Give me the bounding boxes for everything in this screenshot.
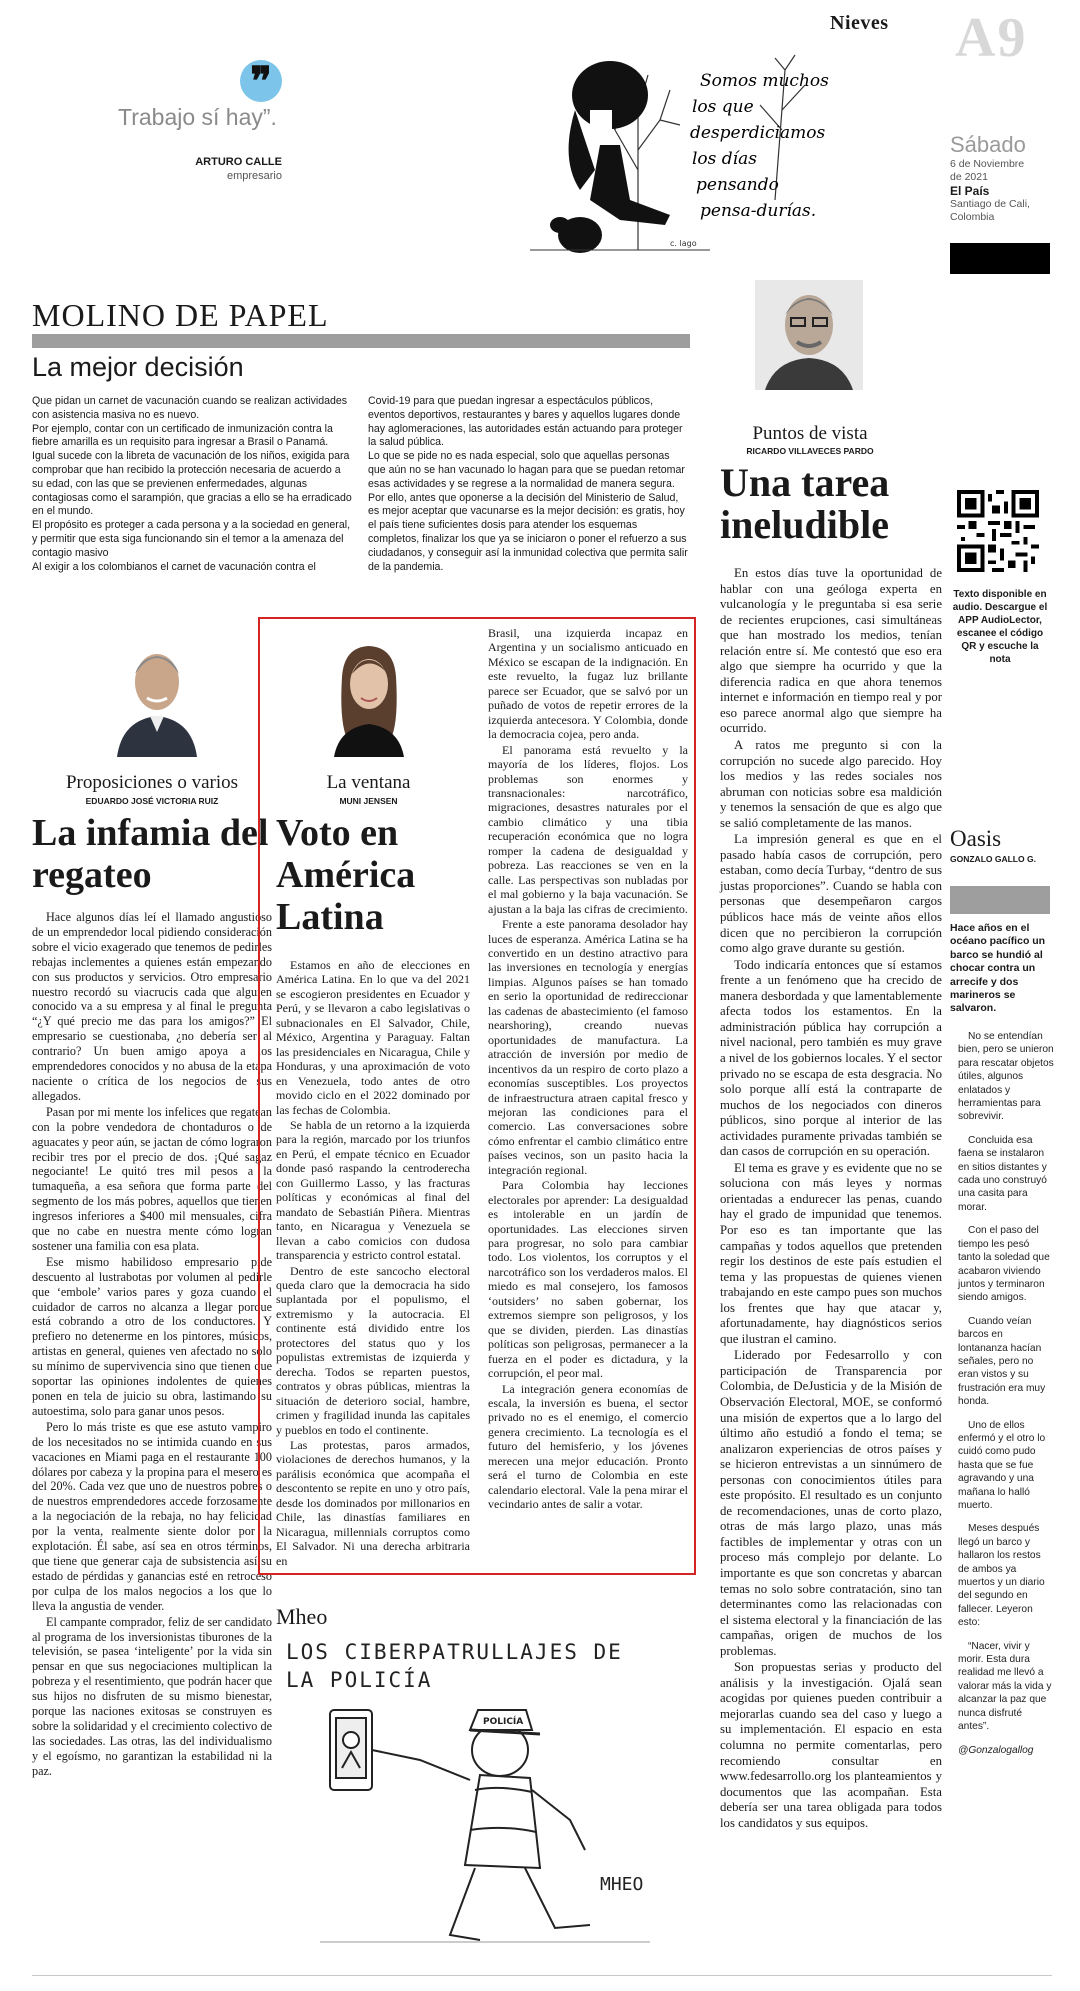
proposiciones-paragraph: Pasan por mi mente los infelices que regatean con la pobre vendedora de chontaduros o de aguacates y peor aún, se jactan de cómo lograron recibir tres por el precio de dos. ¡Qué sagaz negociante! Le quitó tres mil pesos a la tumaqueña, a esa señora que forma parte del segmento de los más pobres, aquellos que tienen ingresos inferiores a $400 mil mensuales, cifra que no cabe en nuestra mente cómo logran sostener una familia con esa plata. — [32, 1104, 272, 1253]
oasis-paragraph: “Nacer, vivir y morir. Esta dura realidad me llevó a valorar más la vida y alcanzar la paz que nunca disfruté antes”. — [958, 1640, 1052, 1733]
quote-text: Trabajo sí hay”. — [118, 104, 277, 130]
illus-line-5: pensando — [696, 175, 779, 195]
oasis-title: Oasis — [950, 826, 1002, 851]
oasis-paragraph: No se entendían bien, pero se unieron para rescatar objetos útiles, algunos enlatados y herramientas para sobrevivir. — [958, 1031, 1054, 1123]
qr-caption: Texto disponible en audio. Descargue el APP AudioLector, escanee el código QR y escuche la nota — [952, 589, 1048, 665]
proposiciones-body — [32, 910, 272, 1780]
puntos-paragraph: Son propuestas serias y producto del análisis y la investigación. Ojalá sean acogidas por quienes pueden contribuir a mejorarlas cuando sea del caso y luego a su implementación. El espacio en esta columna no permite comentarlas, pero recomiendo consultar en www.fedesarrollo.org los planteamientos y documentos que las acompañan. Esta debería ser una tarea obligada para todos los candidatos y sus equipos. — [720, 1660, 942, 1830]
ventana-paragraph: Dentro de este sancocho electoral queda claro que la democracia ha sido suplantada por el populismo, el extremismo y la autocracia. El continente está dividido entre los protectores del status quo y los populistas extremistas de izquierda y derecha. Todos se reparten puestos, contratos y obras públicas, mientras la situación de deterioro social, hambre, crimen y fragilidad inunda las capitales y pueblos en todo el continente. — [276, 1263, 470, 1437]
proposiciones-paragraph: Pero lo más triste es que ese astuto vampiro de los necesitados no se intimida cuando en sus vacaciones en Miami paga en el restaurante 100 dólares por cabeza y la propina para el mesero es del 20%. Cada vez que uno de nuestros pobres o de nuestros emprendedores accede forzosamente a la negociación de la rebaja, no hay felicidad por la venta, realmente siente dolor por la explotación. Él sabe, así sea en otros términos, que tiene que generar caja de subsistencia así su estado de pérdidas y ganancias esté en retroceso por culpa de los malos negocios a los que lo lleva la angustia de vender. — [32, 1419, 272, 1613]
oasis-paragraph: Uno de ellos enfermó y el otro lo cuidó como pudo hasta que se fue agravando y una mañana lo halló muerto. — [958, 1419, 1046, 1511]
mheo-caption — [286, 1638, 666, 1694]
author-photo-victoria — [112, 632, 202, 757]
police-cartoon — [300, 1690, 680, 1960]
puntos-body — [720, 566, 942, 1832]
mheo-caption-line-1: LOS CIBERPATRULLAJES DE — [286, 1640, 623, 1664]
oasis-paragraph: Meses después llegó un barco y hallaron los restos de ambos ya muertos y un diario del segundo en fallecer. Leyeron esto: — [958, 1523, 1045, 1629]
oasis-paragraph: Cuando veían barcos en lontananza hacían señales, pero no eran vistos y su frustración era muy honda. — [958, 1315, 1046, 1408]
ventana-author: MUNI JENSEN — [339, 796, 398, 806]
oasis-paragraph: Concluida esa faena se instalaron en sitios distantes y cada uno construyó una casita para morar. — [958, 1134, 1047, 1213]
molino-paragraph: El propósito es proteger a cada persona y a la sociedad en general, y permitir que esta siga funcionando sin el temor a la amenaza del contagio masivo — [32, 519, 351, 559]
puntos-paragraph: En estos días tuve la oportunidad de hablar con una geóloga experta en vulcanología y le preguntaba si esa serie de recientes erupciones, casi simultáneas que han mostrado los medios, tenían relación entre sí. Me contestó que eso era algo que siempre ha ocurrido y que la diferencia radica en que ahora tenemos internet e información en tiempo real y por eso parece anormal algo que siempre ha ocurrido. — [720, 566, 942, 736]
molino-column-2 — [368, 395, 690, 574]
illus-line-2: los que — [692, 97, 754, 117]
illus-line-6: pensa-durías. — [700, 201, 817, 221]
proposiciones-paragraph: Hace algunos días leí el llamado angustioso de un emprendedor local pidiendo consideración sobre el vicio exagerado que tenemos de pedirles rebajas inclementes a quienes están empezando con sus productos y servicios. Otro empresario nuestro recordó su viacrucis cada que alguien conocido va a su empresa y al final le pregunta “¿Y qué precio me das para los amigos?” El empresario se cuestionaba, ¿no debería ser al contrario? Un buen amigo apoya a los emprendedores conocidos y no abusa de la etapa naciente o crítica de los negocios de sus allegados. — [32, 910, 272, 1103]
ventana-paragraph: Estamos en año de elecciones en América Latina. En lo que va del 2021 se escogieron presidentes en Ecuador y Perú, y se llevaron a cabo legislativas o subnacionales en El Salvador, Chile, México, Argentina y Paraguay. Faltan las presidenciales en Nicaragua, Chile y Honduras, y una aproximación de voto en Venezuela, todo antes de otro movido ciclo en el 2022 dominado por las fechas de Colombia. — [276, 958, 470, 1117]
oasis-lead: Hace años en el océano pacífico un barco se hundió al chocar contra un arrecife y dos marineros se salvaron. — [950, 922, 1046, 1015]
molino-title: MOLINO DE PAPEL — [32, 297, 329, 333]
puntos-column-name: Puntos de vista — [752, 423, 868, 444]
quote-author: ARTURO CALLE — [195, 156, 282, 168]
section-name: Nieves — [830, 12, 889, 34]
proposiciones-title: La infamia del regateo — [32, 812, 269, 896]
molino-paragraph: Al exigir a los colombianos el carnet de vacunación contra el — [32, 560, 316, 573]
illus-line-1: Somos muchos — [700, 71, 829, 91]
ventana-paragraph: Brasil, una izquierda incapaz en Argentina y un socialismo anticuado en México se escapan de la indignación. En este revuelto, la fugaz luz brillante parece ser Ecuador, que se salvó por un puñado de votos de repetir errores de la izquierda antecesora. Y Colombia, donde la democracia cojea, pero anda. — [488, 626, 688, 742]
molino-paragraph: Por ello, antes que oponerse a la decisión del Ministerio de Salud, es mejor aceptar que vacunarse es la mejor decisión: es gratis, hoy el país tiene suficientes dosis para atender los esquemas completos, finalizar los que ya se iniciaron o poner el refuerzo a sus ciudadanos, y conseguir así la inmunidad colectiva que permita salir de la pandemia. — [368, 491, 688, 573]
molino-subtitle: La mejor decisión — [32, 352, 244, 382]
ventana-paragraph: Se habla de un retorno a la izquierda para la región, marcado por los triunfos en Perú, el empate técnico en Ecuador donde pasó raspando la centroderecha con Guillermo Lasso, y las fracturas políticas y económicas al final del mandato de Sebastián Piñera. Mientras tanto, en Nicaragua y Venezuela se llevan a cabo comicios con dudosa transparencia y estricto control estatal. — [276, 1117, 470, 1263]
puntos-author: RICARDO VILLAVECES PARDO — [746, 446, 874, 456]
ventana-title: Voto en América Latina — [276, 812, 416, 938]
ventana-column-2 — [488, 626, 688, 1513]
molino-paragraph: Igual sucede con la libreta de vacunación de los niños, exigida para comprobar que han recibido la protección necesaria de acuerdo a su edad, con las que se previenen enfermedades, algunas contagiosas como el sarampión, que gracias a ello se ha erradicado en el mundo. — [32, 450, 352, 518]
date-text: 6 de Noviembre de 2021 — [950, 158, 1025, 183]
illus-line-3: desperdiciamos — [690, 123, 826, 143]
proposiciones-paragraph: El campante comprador, feliz de ser candidato al programa de los inversionistas tiburones de la televisión, se pasea ‘inteligente’ por la vida sin pensar en que sus negociaciones multiplican la pobreza y el resentimiento, que podrán hacer que sus hijos no disfruten de su mismo bienestar, porque las naciones exitosas se construyen es sobre la solidaridad y el crecimiento colectivo de las sociedades. Las otras, las del individualismo y el egoísmo, no garantizan la estabilidad ni la paz. — [32, 1614, 272, 1778]
cartoon-signature: MHEO — [600, 1874, 644, 1895]
molino-paragraph: Covid-19 para que puedan ingresar a espectáculos públicos, eventos deportivos, restaurantes y bares y aquellos lugares donde hay aglomeraciones, las autoridades están actuando para proteger la salud pública. — [368, 395, 683, 449]
oasis-paragraph: Con el paso del tiempo les pesó tanto la soledad que acabaron viviendo juntos y terminaron siendo amigos. — [958, 1225, 1050, 1304]
puntos-paragraph: El tema es grave y es evidente que no se soluciona con más leyes y normas orientadas a endurecer las penas, cuando hay el grado de impunidad que tenemos. Por eso es tan importante que las campañas y todos aquellos que pretenden regir los destinos de este país estudien el tema y las propuestas de quienes vienen trabajando en este campo pues son muchos los frentes que hay que atacar y, afortunadamente, hay diagnósticos serios que ilustran el camino. — [720, 1160, 942, 1346]
location-text: Santiago de Cali, Colombia — [950, 198, 1030, 223]
header-black-bar — [950, 243, 1050, 274]
mheo-title: Mheo — [276, 1604, 328, 1629]
date-day: Sábado — [950, 132, 1026, 157]
ventana-paragraph: Las protestas, paros armados, violaciones de derechos humanos, y la parálisis económica que acompaña el descontento se repite en uno y otro país, desde los dominados por millonarios en Chile, las dinastías familiares en Nicaragua, millennials corruptos como El Salvador. Ni una derecha arbitraria en — [276, 1437, 470, 1568]
molino-column-1 — [32, 395, 352, 574]
proposiciones-column-name: Proposiciones o varios — [65, 772, 239, 793]
ventana-column-1 — [276, 958, 470, 1569]
author-photo-jensen — [324, 632, 414, 757]
ventana-paragraph: Para Colombia hay lecciones electorales por aprender: La desigualdad es intolerable en un jardín de oportunidades. Las elecciones sirven para progresar, no solo para cambiar todo. Los violentos, los corruptos y el narcotráfico son los verdaderos malos. El miedo es mal consejero, los famosos ‘outsiders’ no saben gobernar, los extremos siempre son peligrosos, y los que se dividen, pierden. Las dinastías políticas son peligrosas, permanecer a la fuerza en el poder es dictadura, y la corrupción, el peor mal. — [488, 1178, 688, 1381]
puntos-paragraph: La impresión general es que en el pasado había casos de corrupción, pero estaban, como decía Turbay, “dentro de sus justas proporciones”. Cuando se habla con personas que desempeñaron cargos públicos hace más de veinte años ellos dicen que no percibieron la corrupción como algo grave durante su gestión. — [720, 832, 942, 956]
molino-paragraph: Por ejemplo, contar con un certificado de inmunización contra la fiebre amarilla es un requisito para ingresar a Brasil o Panamá. — [32, 422, 333, 449]
date-block — [950, 132, 1060, 224]
molino-paragraph: Que pidan un carnet de vacunación cuando se realizan actividades con asistencia masiva no es nuevo. — [32, 395, 348, 421]
cap-label: POLICÍA — [483, 1717, 524, 1727]
mheo-caption-line-2: LA POLICÍA — [286, 1668, 433, 1692]
oasis-author: GONZALO GALLO G. — [950, 854, 1036, 864]
puntos-title: Una tarea ineludible — [720, 460, 890, 547]
ventana-paragraph: El panorama está revuelto y la mayoría de los líderes, flojos. Los problemas son enormes y transnacionales: narcotráfico, migraciones, desastres naturales por el cambio climático y una tibia recuperación económica que no logra romper la cadena de desigualdad y pobreza. Las reacciones se ven en la calle. Las perspectivas son nubladas por el mal gobierno y la baja vacunación. Se ajustan a la baja las cifras de crecimiento. — [488, 742, 688, 916]
molino-bar — [32, 334, 690, 348]
ventana-column-name: La ventana — [326, 772, 411, 793]
oasis-body — [958, 1030, 1054, 1767]
molino-paragraph: Lo que se pide no es nada especial, solo que aquellas personas que aún no se han vacunado lo hagan para que se puedan retomar esas actividades y se regrese a la normalidad de manera segura. — [368, 450, 685, 490]
oasis-bar — [950, 886, 1050, 914]
bottom-rule — [32, 1975, 1052, 1976]
ventana-paragraph: Frente a este panorama desolador hay luces de esperanza. América Latina se ha convertido en un destino atractivo para las inversiones en tecnología y energías limpias. Algunos países se han tomado en serio la oportunidad de redireccionar las cadenas de abastecimiento (el famoso nearshoring), creando nuevas oportunidades de manufactura. La atracción de inversión por medio de incentivos da un respiro de corto plazo a economías susceptibles. Los proyectos de infraestructura atraen capital fresco y mejoran las condiciones para el comercio. Las conversaciones sobre cómo enfrentar el cambio climático entre países vecinos, son un pasito hacia la integración regional. — [488, 917, 688, 1177]
oasis-handle: @Gonzalogallog — [958, 1744, 1034, 1756]
quote-role: empresario — [226, 170, 282, 182]
qr-code-icon[interactable] — [957, 490, 1039, 572]
puntos-paragraph: A ratos me pregunto si con la corrupción no sucede algo parecido. Hoy los medios y las redes sociales nos abruman con noticias sobre esa maldición y tenemos la sensación de que es algo que se salió completamente de las manos. — [720, 738, 942, 830]
proposiciones-author: EDUARDO JOSÉ VICTORIA RUIZ — [85, 796, 219, 806]
proposiciones-paragraph: Ese mismo habilidoso empresario pide descuento al lustrabotas por volumen al pedirle que ‘embole’ varios pares y goza cuando el cuidador de carros no alcanza a llegar porque está cobrando a otro de los conductores. Y prefiero no detenerme en los pintores, músicos, artistas en general, quienes ven afectado no solo su mínimo de supervivencia sino que tienen que soportar las opiniones indolentes de quienes ponen en tela de juicio su obra, lastimando su autoestima, solo para ganar unos pesos. — [32, 1254, 272, 1418]
author-photo-villaveces — [755, 280, 863, 390]
puntos-paragraph: Todo indicaría entonces que sí estamos frente a un fenómeno que ha crecido de manera desbordada y que lamentablemente afecta todos los estamentos. En la administración pública hay corrupción a nivel nacional, pero también es muy grave a nivel de los gobiernos locales. Y el sector privado no se escapa de esta desgracia. No solo porque allí está la contraparte de muchos de los negociados con dineros públicos, sino porque al interior de las actividades puramente privadas también se dan casos de corrupción en su operación. — [720, 957, 942, 1159]
puntos-paragraph: Liderado por Fedesarrollo y con participación de Transparencia por Colombia, de DeJusticia y de la Misión de Observación Electoral, MOE, se conformó una misión de expertos que a lo largo del último año estudió a fondo el tema; se analizaron experiencias de otros países y se hicieron entrevistas a un sinnúmero de personas con conocimientos útiles para este propósito. El resultado es un conjunto de recomendaciones, unas de corto plazo, otras de más largo plazo, unas más factibles de implementar y otras con un proceso más complejo por delante. Lo importante es que son concretas y abarcan temas no solo sobre contratación, sino tan determinantes como las relacionadas con el sistema electoral y la financiación de las campañas, origen de muchos de los problemas. — [720, 1348, 942, 1658]
paper-name: El País — [950, 184, 990, 198]
page-number: A9 — [955, 7, 1028, 69]
illus-line-4: los días — [692, 149, 757, 169]
nieves-illustration — [520, 50, 880, 270]
quote-mark: ❞ — [250, 58, 272, 105]
ventana-paragraph: La integración genera economías de escala, la inversión es buena, el sector privado no es el enemigo, el comercio genera crecimiento. La tecnología es el futuro del hemisferio, y los jóvenes merecen una mejor educación. Pronto será el turno de Colombia en este calendario electoral. Vale la pena mirar el vecindario antes de salir a votar. — [488, 1381, 688, 1512]
illus-signature: c. lago — [670, 239, 697, 248]
